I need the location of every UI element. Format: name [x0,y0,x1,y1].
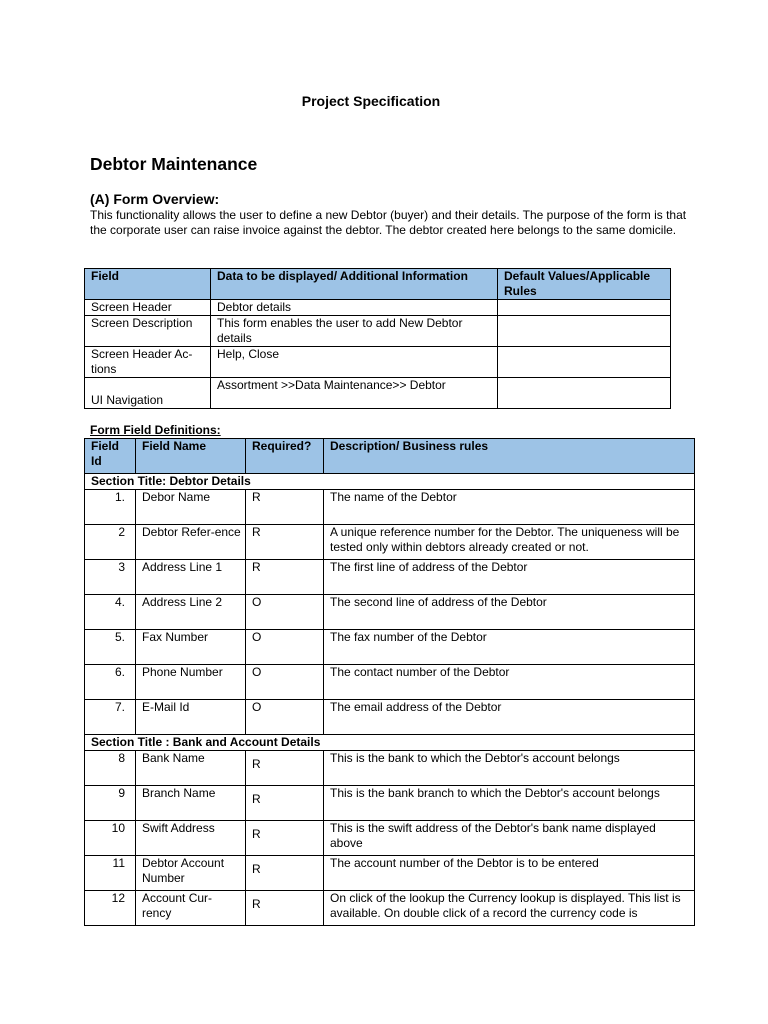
field-description: On click of the lookup the Currency lookup is displayed. This list is available. On double click of a record the currency code is [324,891,695,926]
field-id: 9 [85,786,136,821]
table-row [85,300,671,316]
table-row [85,786,695,821]
field-id: 3 [85,560,136,595]
overview-cell-default [498,300,671,316]
overview-cell-field: Screen Header [85,300,211,316]
field-name: Address Line 1 [136,560,246,595]
field-description: This is the swift address of the Debtor's bank name displayed above [324,821,695,856]
table-row [85,525,695,560]
overview-cell-default [498,347,671,378]
table-row [85,856,695,891]
overview-cell-field: UI Navigation [85,378,211,409]
field-description: The account number of the Debtor is to be entered [324,856,695,891]
fields-header-required: Required? [246,439,324,474]
field-definitions-table [84,438,695,926]
field-description: This is the bank to which the Debtor's account belongs [324,751,695,786]
field-description: The contact number of the Debtor [324,665,695,700]
fields-header-description: Description/ Business rules [324,439,695,474]
field-required: O [246,665,324,700]
table-row [85,316,671,347]
field-required: R [246,891,324,926]
overview-header-data: Data to be displayed/ Additional Information [211,269,498,300]
field-description: The email address of the Debtor [324,700,695,735]
section-title-debtor-details: Section Title: Debtor Details [85,474,695,490]
overview-cell-field: Screen Header Ac-tions [85,347,211,378]
field-name: Bank Name [136,751,246,786]
field-name: Address Line 2 [136,595,246,630]
field-required: O [246,595,324,630]
table-row [85,630,695,665]
field-id: 8 [85,751,136,786]
table-row [85,560,695,595]
field-id: 4. [85,595,136,630]
table-row [85,490,695,525]
field-description: The fax number of the Debtor [324,630,695,665]
field-id: 6. [85,665,136,700]
section-title-bank-details: Section Title : Bank and Account Details [85,735,695,751]
field-required: R [246,525,324,560]
overview-header-default: Default Values/Applicable Rules [498,269,671,300]
field-name: Debor Name [136,490,246,525]
field-required: O [246,700,324,735]
field-required: R [246,821,324,856]
field-id: 5. [85,630,136,665]
field-required: R [246,560,324,595]
intro-paragraph: This functionality allows the user to define a new Debtor (buyer) and their details. The purpose of the form is that the corporate user can raise invoice against the debtor. The debtor created here belongs to the same domicile. [90,208,687,237]
fields-header-id: Field Id [85,439,136,474]
document-title: Project Specification [301,93,441,109]
table-row [85,665,695,700]
overview-cell-data: Assortment >>Data Maintenance>> Debtor [211,378,498,409]
table-row [85,821,695,856]
overview-cell-field: Screen Description [85,316,211,347]
field-id: 1. [85,490,136,525]
overview-cell-data: This form enables the user to add New Debtor details [211,316,498,347]
overview-table [84,268,671,409]
field-required: R [246,786,324,821]
table-row [85,595,695,630]
overview-cell-data: Debtor details [211,300,498,316]
fields-header-name: Field Name [136,439,246,474]
field-required: R [246,751,324,786]
field-description: The name of the Debtor [324,490,695,525]
table-row [85,378,671,409]
field-description: A unique reference number for the Debtor. The uniqueness will be tested only within debtors already created or not. [324,525,695,560]
field-id: 11 [85,856,136,891]
form-overview-heading: (A) Form Overview: [90,191,220,207]
field-name: Debtor Account Number [136,856,246,891]
field-id: 10 [85,821,136,856]
field-name: Phone Number [136,665,246,700]
field-definitions-title: Form Field Definitions: [90,423,221,437]
section-heading: Debtor Maintenance [90,154,258,174]
field-name: Account Cur-rency [136,891,246,926]
field-description: This is the bank branch to which the Debtor's account belongs [324,786,695,821]
field-description: The first line of address of the Debtor [324,560,695,595]
overview-cell-default [498,316,671,347]
field-name: E-Mail Id [136,700,246,735]
field-id: 7. [85,700,136,735]
field-name: Branch Name [136,786,246,821]
table-row [85,751,695,786]
table-row [85,891,695,926]
field-name: Debtor Refer-ence [136,525,246,560]
overview-cell-default [498,378,671,409]
overview-cell-data: Help, Close [211,347,498,378]
field-required: R [246,490,324,525]
field-required: R [246,856,324,891]
overview-header-field: Field [85,269,211,300]
field-description: The second line of address of the Debtor [324,595,695,630]
field-id: 12 [85,891,136,926]
field-required: O [246,630,324,665]
table-row [85,700,695,735]
field-name: Fax Number [136,630,246,665]
table-row [85,347,671,378]
field-id: 2 [85,525,136,560]
field-name: Swift Address [136,821,246,856]
